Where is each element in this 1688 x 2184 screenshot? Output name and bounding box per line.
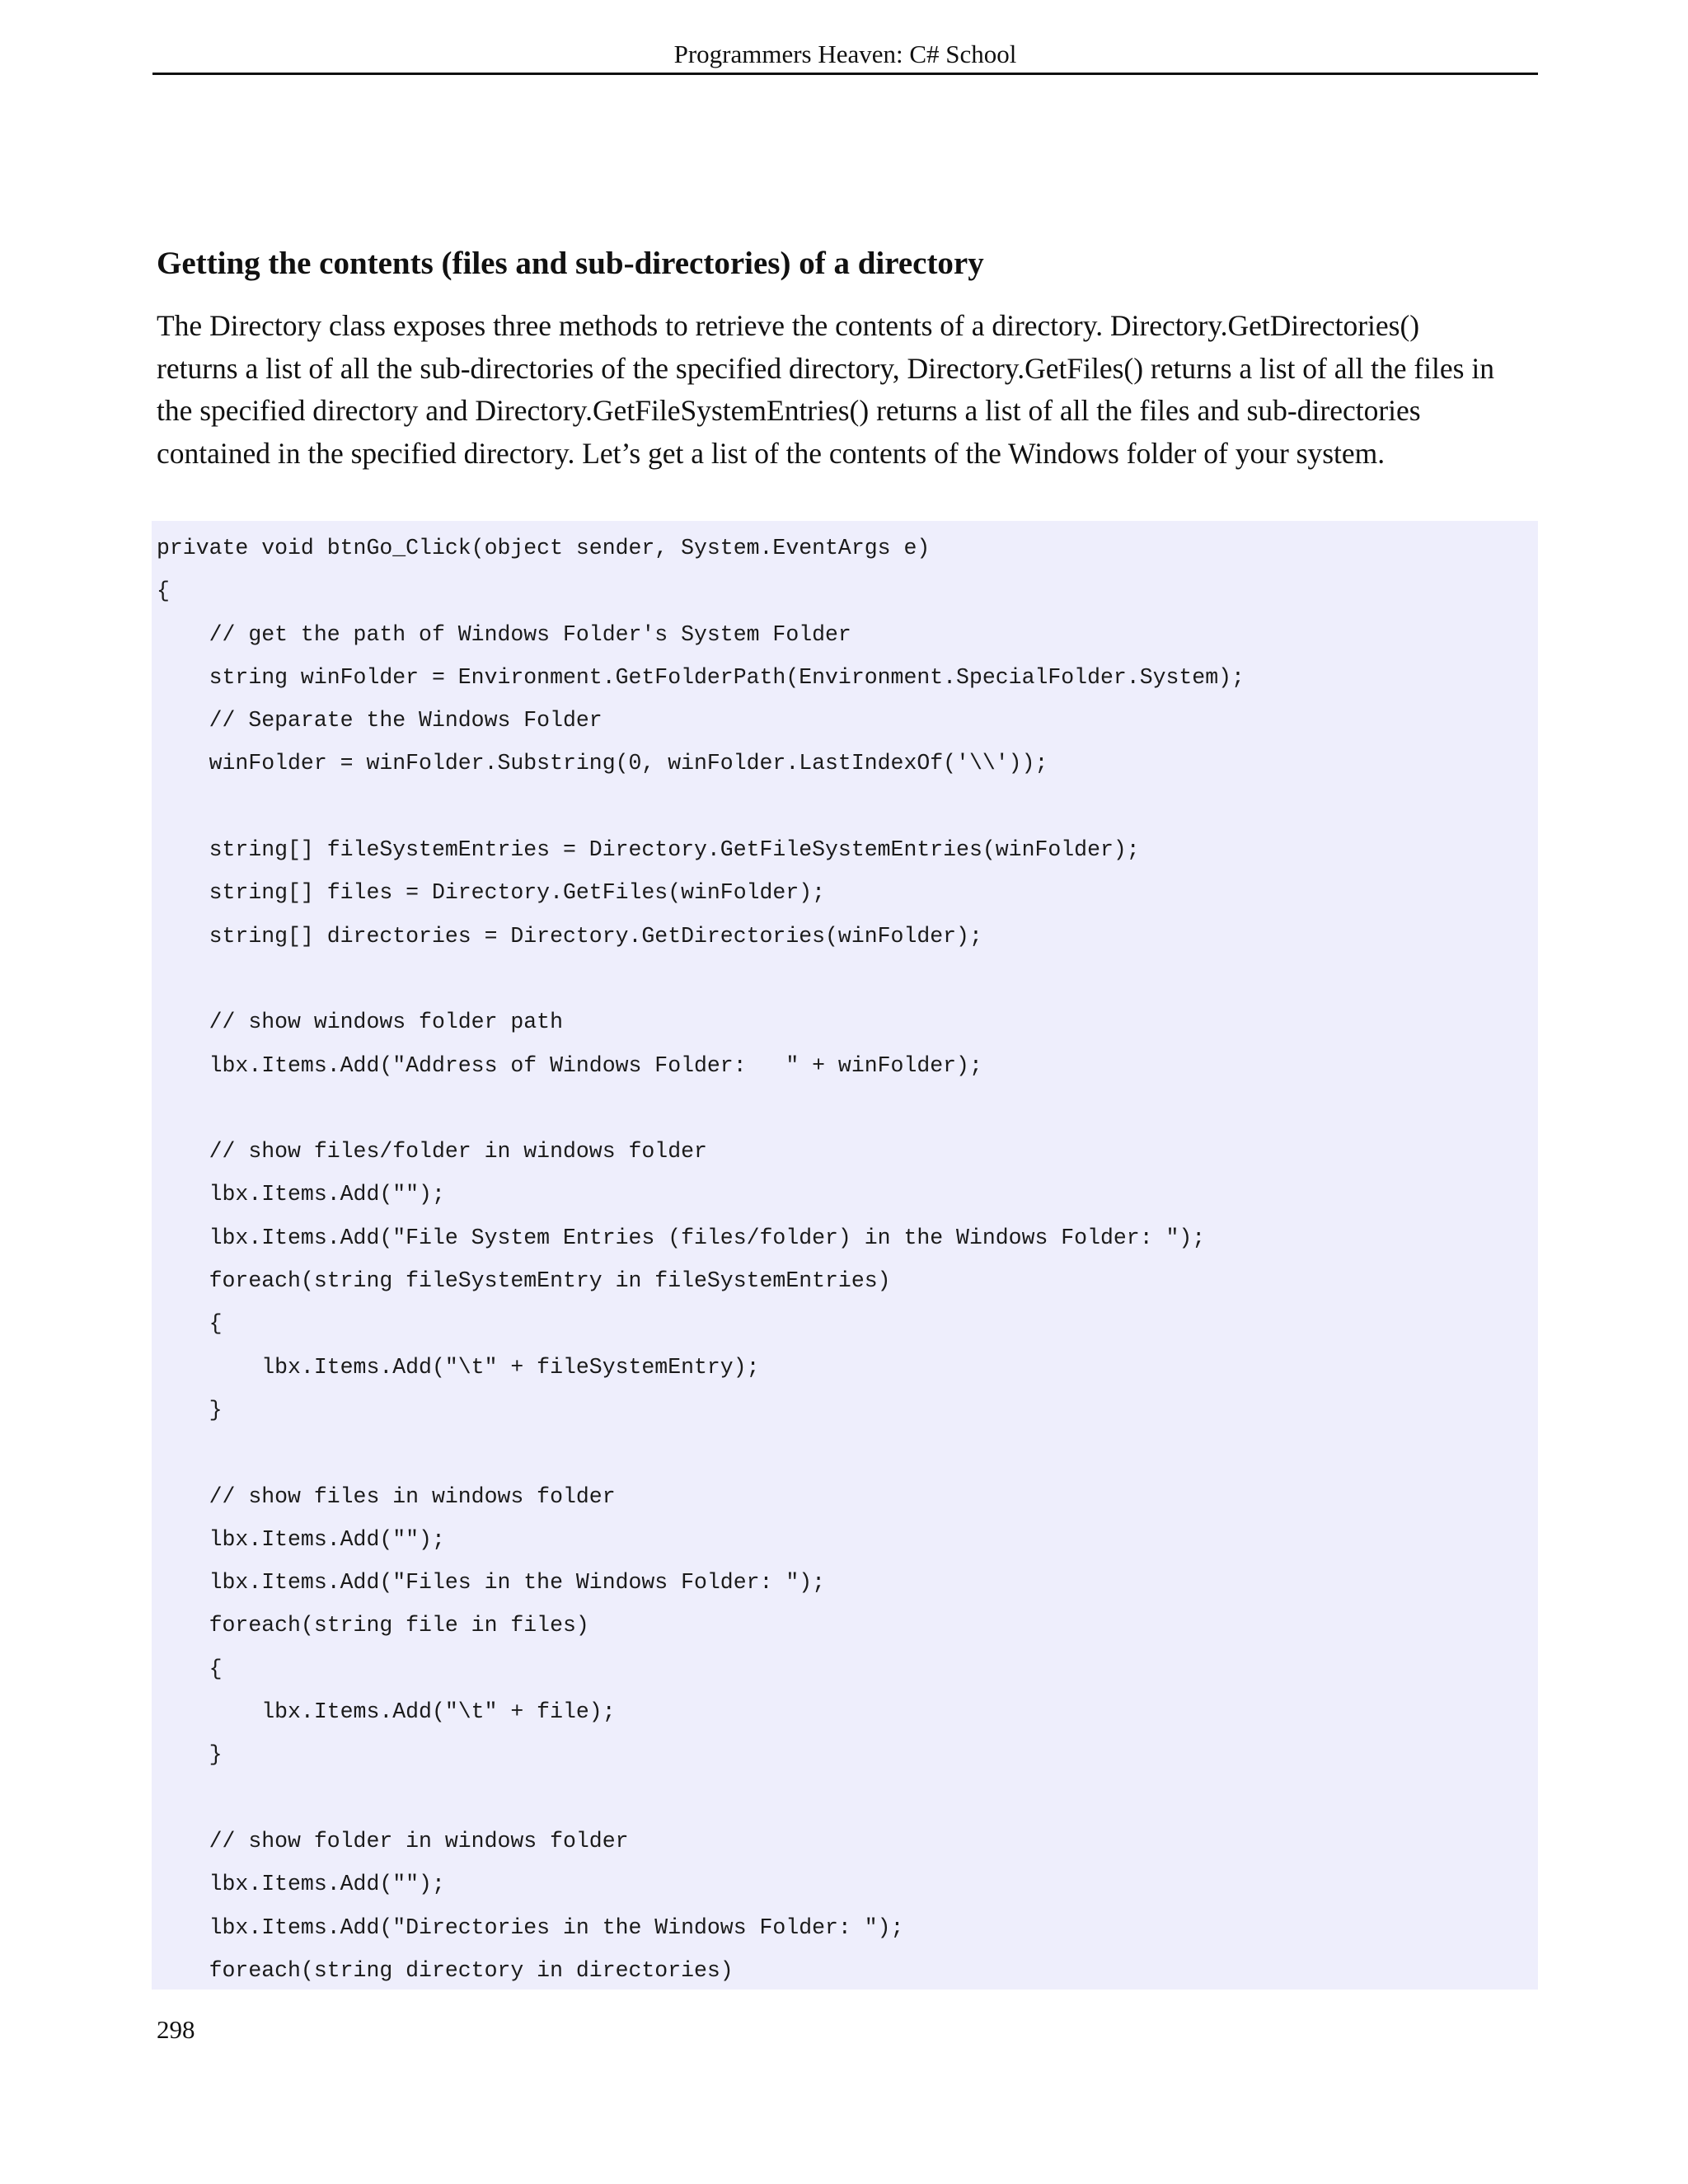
page-number: 298 xyxy=(157,2015,195,2044)
paragraph-line: The Directory class exposes three methods to retrieve the contents of a directory. Directory.GetDirectories() xyxy=(157,309,1420,342)
code-line: // get the path of Windows Folder's System Folder xyxy=(157,621,851,647)
code-line: // show files in windows folder xyxy=(157,1483,616,1509)
code-line: private void btnGo_Click(object sender, System.EventArgs e) xyxy=(157,536,931,560)
code-line: foreach(string file in files) xyxy=(157,1613,589,1638)
code-line: } xyxy=(157,1742,223,1768)
code-line: lbx.Items.Add(""); xyxy=(157,1872,445,1897)
code-line: lbx.Items.Add("Directories in the Windows Folder: "); xyxy=(157,1915,904,1940)
code-line: lbx.Items.Add("File System Entries (files/folder) in the Windows Folder: "); xyxy=(157,1225,1206,1250)
code-line xyxy=(157,1432,1538,1474)
code-line: lbx.Items.Add("Address of Windows Folder: " + winFolder); xyxy=(157,1052,982,1078)
code-line: lbx.Items.Add("\t" + file); xyxy=(157,1699,616,1725)
code-line: lbx.Items.Add(""); xyxy=(157,1526,445,1552)
code-line: // show folder in windows folder xyxy=(157,1828,629,1854)
code-line xyxy=(157,1777,1538,1820)
code-line: string[] directories = Directory.GetDirectories(winFolder); xyxy=(157,923,982,949)
code-line: { xyxy=(157,1311,223,1337)
code-line: // show files/folder in windows folder xyxy=(157,1139,707,1165)
code-line: lbx.Items.Add(""); xyxy=(157,1182,445,1207)
paragraph-line: returns a list of all the sub-directories of the specified directory, Directory.GetFiles() returns a list of all the files in xyxy=(157,351,1494,385)
code-line: string[] files = Directory.GetFiles(winFolder); xyxy=(157,880,826,906)
code-line: string[] fileSystemEntries = Directory.GetFileSystemEntries(winFolder); xyxy=(157,837,1140,863)
code-line xyxy=(157,1087,1538,1130)
code-line: { xyxy=(157,1656,223,1681)
page-header: Programmers Heaven: C# School xyxy=(152,36,1538,75)
code-line: string winFolder = Environment.GetFolderPath(Environment.SpecialFolder.System); xyxy=(157,664,1245,690)
code-line: foreach(string fileSystemEntry in fileSystemEntries) xyxy=(157,1268,891,1294)
code-line: // show windows folder path xyxy=(157,1010,563,1035)
paragraph-line: contained in the specified directory. Let’s get a list of the contents of the Windows folder of your system. xyxy=(157,436,1386,470)
code-block xyxy=(152,521,1538,1990)
section-heading: Getting the contents (files and sub-directories) of a directory xyxy=(157,246,984,281)
code-line xyxy=(157,958,1538,1001)
code-line: lbx.Items.Add("Files in the Windows Folder: "); xyxy=(157,1570,826,1596)
body-paragraph xyxy=(157,305,1550,475)
code-line: } xyxy=(157,1397,223,1422)
code-line: winFolder = winFolder.Substring(0, winFolder.LastIndexOf('\\')); xyxy=(157,751,1048,776)
code-line xyxy=(157,785,1538,828)
paragraph-line: the specified directory and Directory.GetFileSystemEntries() returns a list of all the files and sub-directories xyxy=(157,394,1421,427)
code-line: lbx.Items.Add("\t" + fileSystemEntry); xyxy=(157,1354,760,1380)
code-line: { xyxy=(157,579,170,604)
code-line: // Separate the Windows Folder xyxy=(157,708,603,733)
code-line: foreach(string directory in directories) xyxy=(157,1957,734,1983)
